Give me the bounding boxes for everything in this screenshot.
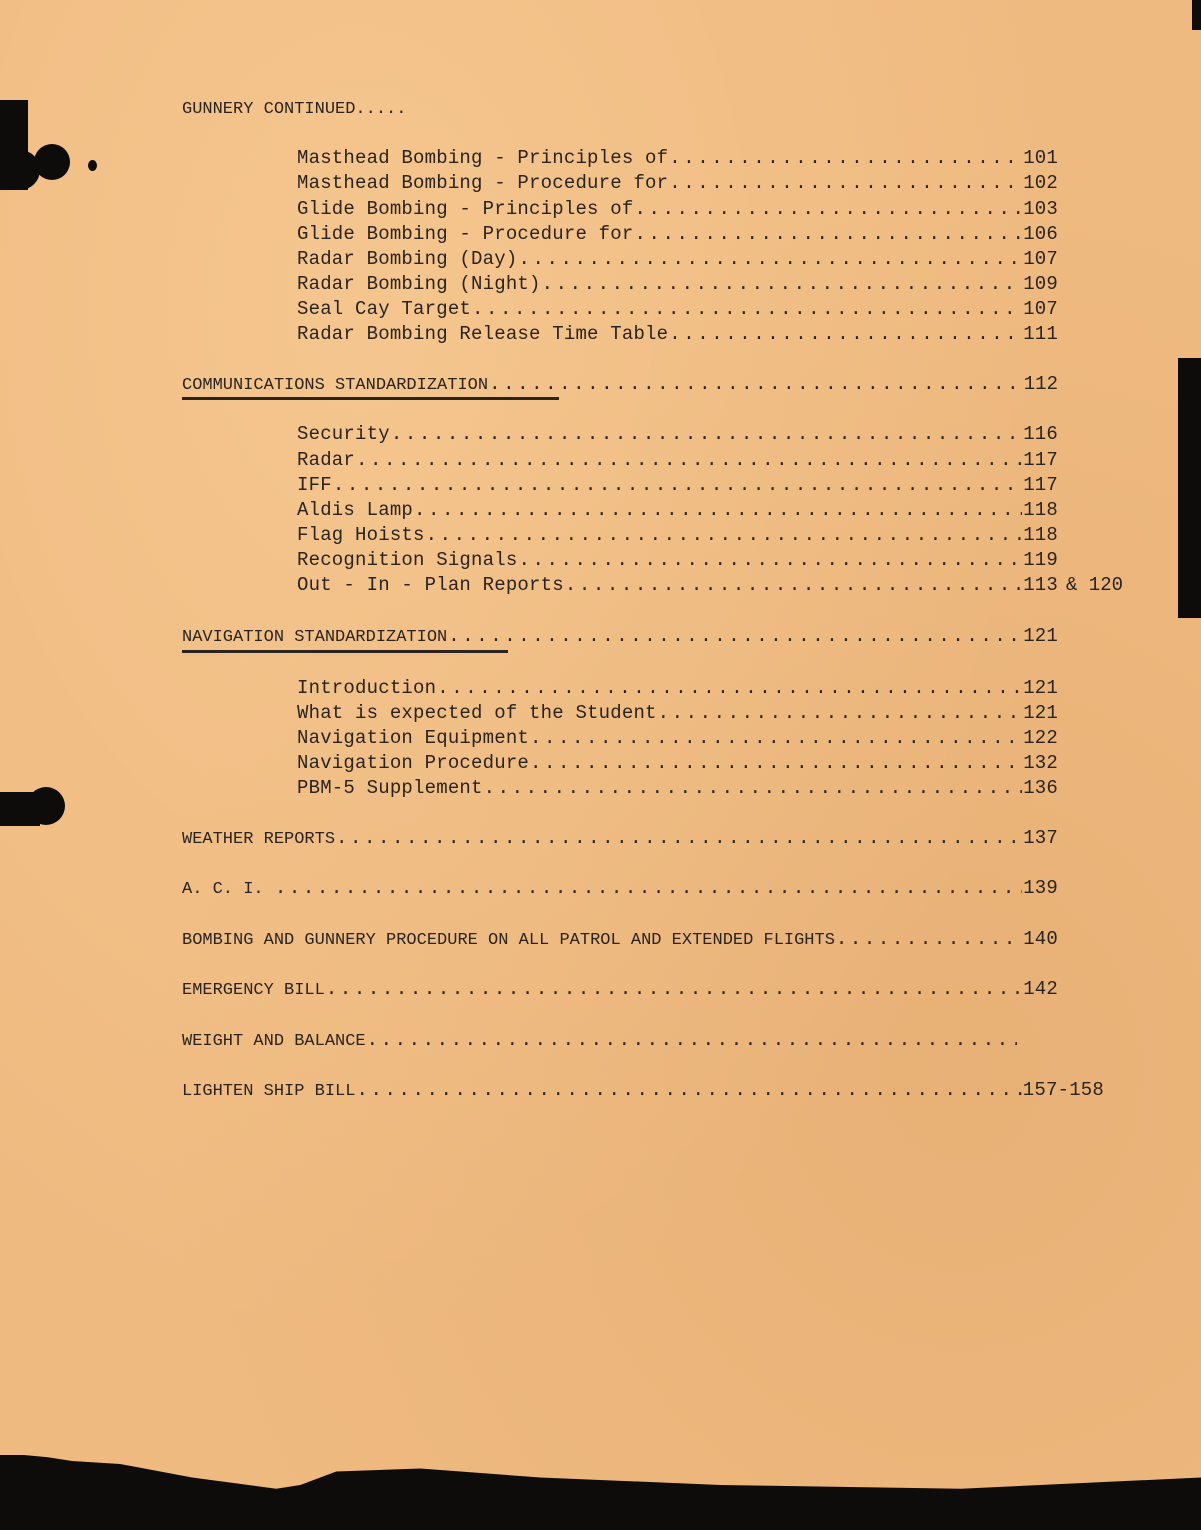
toc-item-page: 118 xyxy=(1023,499,1058,521)
dot-leader xyxy=(275,876,1022,900)
continued-heading: GUNNERY CONTINUED..... xyxy=(182,100,407,119)
toc-item xyxy=(297,422,1058,446)
toc-entry-page: 157-158 xyxy=(1022,1079,1104,1101)
punch-hole-small xyxy=(88,160,97,171)
dot-leader xyxy=(484,776,1023,800)
toc-item-label: PBM-5 Supplement xyxy=(297,777,483,799)
toc-item xyxy=(297,751,1058,775)
toc-item xyxy=(297,701,1058,725)
toc-item-page: 103 xyxy=(1023,198,1058,220)
toc-item-page: 102 xyxy=(1023,172,1058,194)
dot-leader xyxy=(658,701,1023,725)
toc-entry-page: 137 xyxy=(1023,827,1058,849)
toc-item-label: Introduction xyxy=(297,677,437,699)
toc-item xyxy=(297,776,1058,800)
toc-item-label: Radar xyxy=(297,449,356,471)
dot-leader xyxy=(489,372,1023,396)
toc-item-page: 117 xyxy=(1023,474,1058,496)
toc-entry-label: BOMBING AND GUNNERY PROCEDURE ON ALL PATROL AND EXTENDED FLIGHTS xyxy=(182,931,835,950)
toc-item-page: 117 xyxy=(1023,449,1058,471)
section-heading-communications xyxy=(182,372,1058,396)
toc-item-label: Out - In - Plan Reports xyxy=(297,574,564,596)
dot-leader xyxy=(472,297,1022,321)
toc-item-page: 118 xyxy=(1023,524,1058,546)
dot-leader xyxy=(356,448,1022,472)
toc-item xyxy=(297,573,1058,597)
toc-item-page: 106 xyxy=(1023,223,1058,245)
section-title: COMMUNICATIONS STANDARDIZATION xyxy=(182,376,489,395)
toc-item-page: 101 xyxy=(1023,147,1058,169)
toc-entry-label: WEATHER REPORTS xyxy=(182,830,336,849)
toc-item-label: Radar Bombing Release Time Table xyxy=(297,323,669,345)
dot-leader xyxy=(367,1028,1017,1052)
toc-item-label: Flag Hoists xyxy=(297,524,425,546)
section-title: NAVIGATION STANDARDIZATION xyxy=(182,628,448,647)
toc-item-label: Navigation Equipment xyxy=(297,727,530,749)
section-underline xyxy=(182,650,508,653)
dot-leader xyxy=(333,473,1022,497)
toc-entry-bombing-gunnery xyxy=(182,927,1058,951)
toc-item-page: 116 xyxy=(1023,423,1058,445)
toc-entry-page: 142 xyxy=(1023,978,1058,1000)
toc-entry-emergency-bill xyxy=(182,977,1058,1001)
dot-leader xyxy=(669,322,1022,346)
dot-leader xyxy=(437,676,1022,700)
toc-item-page: 107 xyxy=(1023,248,1058,270)
dot-leader xyxy=(448,624,1022,648)
toc-item xyxy=(297,146,1058,170)
toc-item-page: 121 xyxy=(1023,702,1058,724)
toc-item-label: Masthead Bombing - Procedure for xyxy=(297,172,669,194)
toc-item xyxy=(297,523,1058,547)
section-page: 121 xyxy=(1023,625,1058,647)
toc-entry-label: LIGHTEN SHIP BILL xyxy=(182,1082,356,1101)
toc-item-label: Security xyxy=(297,423,390,445)
section-underline xyxy=(182,397,559,400)
toc-item xyxy=(297,322,1058,346)
dot-leader xyxy=(565,573,1022,597)
toc-item xyxy=(297,171,1058,195)
toc-entry-weight-balance xyxy=(182,1028,1018,1052)
dot-leader xyxy=(414,498,1022,522)
toc-entry-label: EMERGENCY BILL xyxy=(182,981,325,1000)
toc-entry-lighten-ship-bill xyxy=(182,1078,1104,1102)
toc-item-label: Radar Bombing (Day) xyxy=(297,248,518,270)
dot-leader xyxy=(518,548,1022,572)
dot-leader xyxy=(391,422,1022,446)
toc-item xyxy=(297,272,1058,296)
dot-leader xyxy=(634,222,1022,246)
toc-item-page: 119 xyxy=(1023,549,1058,571)
toc-entry-label: WEIGHT AND BALANCE xyxy=(182,1032,366,1051)
toc-item-page: 132 xyxy=(1023,752,1058,774)
toc-entry-aci xyxy=(182,876,1058,900)
section-page: 112 xyxy=(1023,373,1058,395)
toc-item-page: 107 xyxy=(1023,298,1058,320)
toc-item-page: 121 xyxy=(1023,677,1058,699)
toc-item-label: Masthead Bombing - Principles of xyxy=(297,147,669,169)
toc-item-label: Aldis Lamp xyxy=(297,499,414,521)
dot-leader xyxy=(836,927,1022,951)
scan-edge-right xyxy=(1178,358,1201,618)
toc-entry-page: 140 xyxy=(1023,928,1058,950)
dot-leader xyxy=(356,1078,1021,1102)
toc-item-label: What is expected of the Student xyxy=(297,702,657,724)
toc-item-label: IFF xyxy=(297,474,332,496)
toc-item xyxy=(297,222,1058,246)
toc-item-label: Radar Bombing (Night) xyxy=(297,273,541,295)
toc-item xyxy=(297,676,1058,700)
toc-item-label: Glide Bombing - Principles of xyxy=(297,198,634,220)
dot-leader xyxy=(530,726,1022,750)
toc-item-label: Navigation Procedure xyxy=(297,752,530,774)
scan-edge-left-top-2 xyxy=(0,150,40,190)
toc-entry-page: 139 xyxy=(1023,877,1058,899)
dot-leader xyxy=(530,751,1022,775)
section-heading-navigation xyxy=(182,624,1058,648)
dot-leader xyxy=(326,977,1022,1001)
toc-entry-label: A. C. I. xyxy=(182,880,274,899)
dot-leader xyxy=(336,826,1022,850)
toc-item-label: Seal Cay Target xyxy=(297,298,472,320)
toc-item-page-extra: & 120 xyxy=(1066,574,1124,596)
dot-leader xyxy=(542,272,1023,296)
dot-leader xyxy=(669,146,1022,170)
toc-item-page: 136 xyxy=(1023,777,1058,799)
scan-edge-right-top xyxy=(1192,0,1201,30)
toc-item-page: 111 xyxy=(1023,323,1058,345)
toc-item xyxy=(297,548,1058,572)
toc-item xyxy=(297,247,1058,271)
toc-item-label: Glide Bombing - Procedure for xyxy=(297,223,634,245)
toc-item xyxy=(297,197,1058,221)
toc-item-page: 109 xyxy=(1023,273,1058,295)
toc-item xyxy=(297,498,1058,522)
dot-leader xyxy=(426,523,1023,547)
toc-item xyxy=(297,726,1058,750)
toc-item xyxy=(297,448,1058,472)
dot-leader xyxy=(669,171,1022,195)
dot-leader xyxy=(634,197,1022,221)
toc-item-label: Recognition Signals xyxy=(297,549,518,571)
toc-item-page: 113 xyxy=(1023,574,1058,596)
toc-item-page: 122 xyxy=(1023,727,1058,749)
toc-entry-weather-reports xyxy=(182,826,1058,850)
toc-item xyxy=(297,473,1058,497)
toc-item xyxy=(297,297,1058,321)
punch-hole-middle xyxy=(27,787,65,825)
dot-leader xyxy=(518,247,1022,271)
